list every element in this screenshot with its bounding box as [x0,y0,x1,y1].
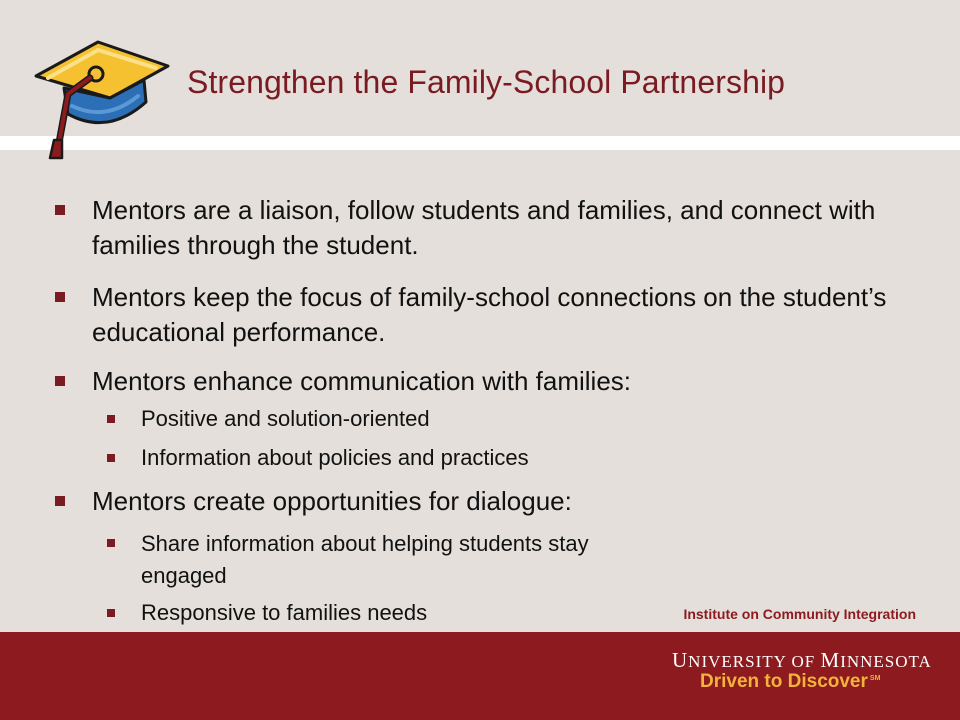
institute-label: Institute on Community Integration [683,606,916,622]
bullet-item [92,193,912,263]
graduation-cap-icon [28,36,178,166]
bullet-item [92,280,912,350]
tagline: Driven to Discover ℠ [700,671,881,692]
sub-bullet-text: Information about policies and practices [141,445,529,470]
bullet-text: Mentors are a liaison, follow students and families, and connect with families through the student. [92,195,876,260]
bullet-marker [55,292,65,302]
sub-bullet-marker [107,609,115,617]
bullet-marker [55,205,65,215]
sub-bullet-text: Positive and solution-oriented [141,406,430,431]
slide-title: Strengthen the Family-School Partnership [187,64,786,100]
university-wordmark: UNIVERSITY OF MINNESOTA [672,648,932,672]
sub-bullet-marker [107,539,115,547]
bullet-marker [55,376,65,386]
sub-bullet-item [141,443,661,473]
bullet-marker [55,496,65,506]
bullet-text: Mentors keep the focus of family-school connections on the student’s educational performance. [92,282,887,347]
sub-bullet-item [141,528,641,592]
bullet-text: Mentors enhance communication with families: [92,366,632,396]
bullet-text: Mentors create opportunities for dialogue: [92,486,572,516]
bullet-item [92,364,912,399]
sub-bullet-marker [107,415,115,423]
sub-bullet-item [141,404,661,434]
sub-bullet-marker [107,454,115,462]
service-mark: SM [869,674,881,682]
sub-bullet-item [141,598,661,628]
sub-bullet-text: Responsive to families needs [141,600,428,625]
bullet-item [92,484,912,519]
sub-bullet-text: Share information about helping students stay engaged [141,531,589,588]
